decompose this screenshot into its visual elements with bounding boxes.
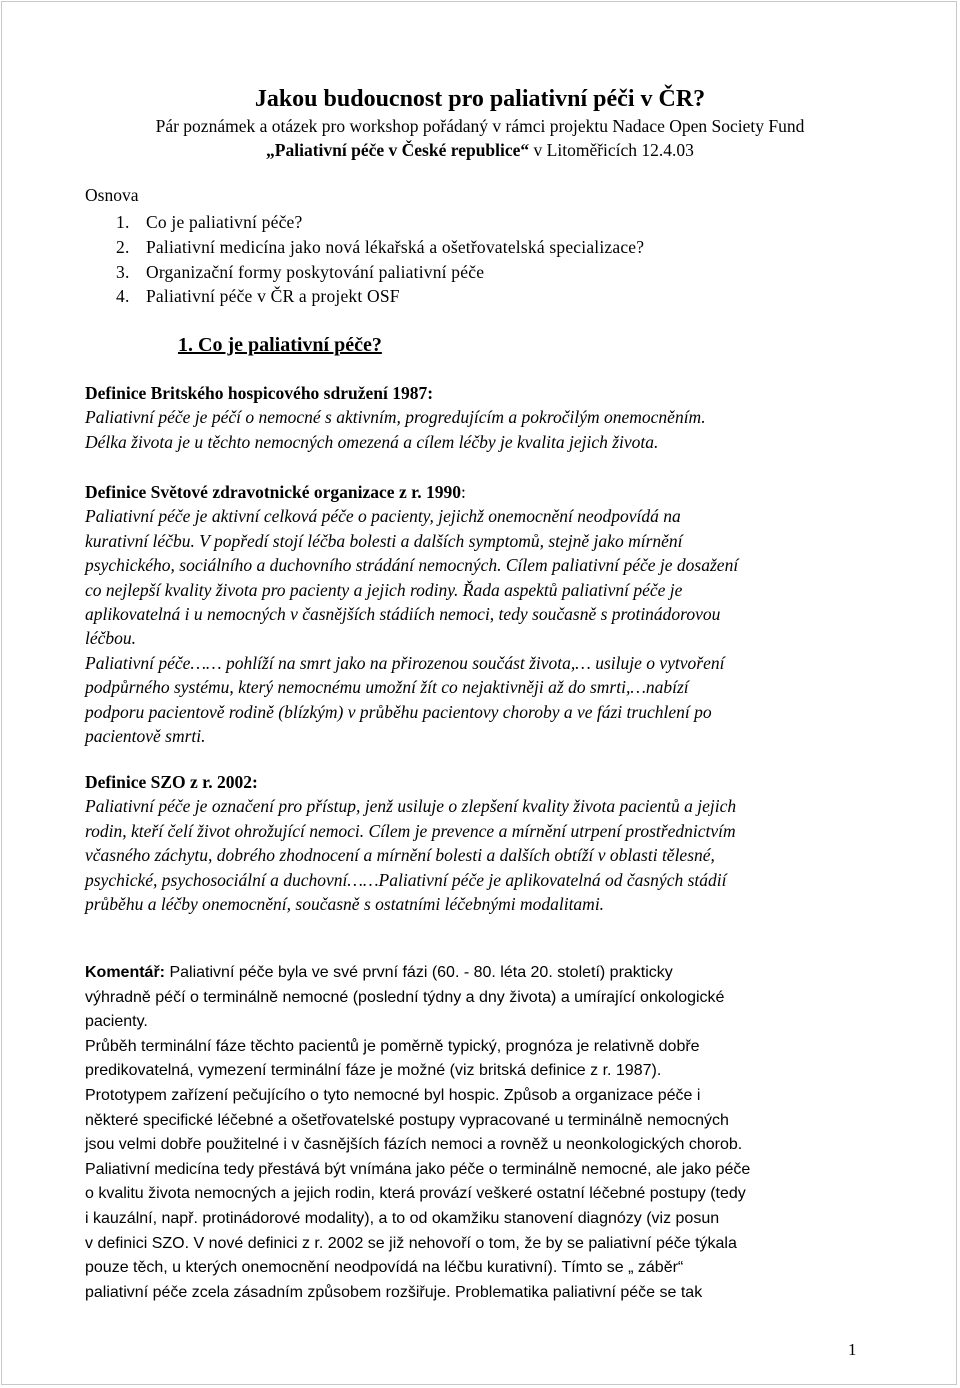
document-header xyxy=(0,84,960,162)
outline-item: 2. Paliativní medicína jako nová lékařská a ošetřovatelská specializace? xyxy=(116,236,645,257)
comment-label: Komentář: xyxy=(85,964,166,981)
comment-line: jsou velmi dobře použitelné i v časnějších fázích nemoci a rovněž u neonkologických chorob. xyxy=(85,1136,743,1154)
definition-1-title: Definice Britského hospicového sdružení 1987: xyxy=(85,383,434,403)
definition-3-line: včasného záchytu, dobrého zhodnocení a mírnění bolesti a dalších obtíží v oblasti tělesné, xyxy=(85,845,715,866)
document-title: Jakou budoucnost pro paliativní péči v ČR? xyxy=(254,86,706,112)
definition-3-line: průběhu a léčby onemocnění, současně s ostatními léčebnými modalitami. xyxy=(85,894,605,915)
comment-line: v definici SZO. V nové definici z r. 2002 se již nehovoří o tom, že by se paliativní péče týkala xyxy=(85,1234,737,1252)
definition-3-line: Paliativní péče je označení pro přístup, jenž usiluje o zlepšení kvality života pacientů a jejich xyxy=(85,796,737,817)
definition-2-title: Definice Světové zdravotnické organizace z r. 1990 xyxy=(85,482,461,502)
outline-item: 1. Co je paliativní péče? xyxy=(116,212,303,232)
definition-2-heading: Definice Světové zdravotnické organizace z r. 1990: xyxy=(85,482,466,502)
outline-title: Osnova xyxy=(85,185,139,205)
section-heading: 1. Co je paliativní péče? xyxy=(178,334,382,356)
comment-line: pouze těch, u kterých onemocnění neodpovídá na léčbu kurativní). Tímto se „ záběr“ xyxy=(85,1259,684,1277)
definition-1 xyxy=(85,381,875,454)
location-date: v Litoměřicích 12.4.03 xyxy=(529,140,694,160)
comment-line: predikovatelná, vymezení terminální fáze je možné (viz britská definice z r. 1987). xyxy=(85,1062,662,1080)
comment-line: i kauzální, např. protinádorové modality), a to od okamžiku stanovení diagnózy (viz posun xyxy=(85,1209,720,1227)
comment-line: pacienty. xyxy=(85,1013,148,1031)
comment-line: výhradně péčí o terminálně nemocné (poslední týdny a dny života) a umírající onkologické xyxy=(85,988,725,1006)
definition-2-line: Paliativní péče…… pohlíží na smrt jako na přirozenou součást života,… usiluje o vytvoření xyxy=(85,652,725,673)
definition-3-line: psychické, psychosociální a duchovní……Paliativní péče je aplikovatelná od časných stádií xyxy=(85,869,727,890)
comment-line: o kvalitu života nemocných a jejich rodin, která provází veškeré ostatní léčebné postupy (tedy xyxy=(85,1185,746,1203)
comment-line: Paliativní medicína tedy přestává být vnímána jako péče o terminálně nemocné, ale jako péče xyxy=(85,1160,751,1178)
definition-1-line: Délka života je u těchto nemocných omezená a cílem léčby je kvalita jejich života. xyxy=(85,431,659,452)
definition-2-line: léčbou. xyxy=(85,628,137,649)
definition-2-line: co nejlepší kvality života pro pacienty a jejich rodiny. Řada aspektů paliativní péče je xyxy=(85,579,683,600)
definition-3 xyxy=(85,770,875,916)
definition-1-line: Paliativní péče je péčí o nemocné s aktivním, progredujícím a pokročilým onemocněním. xyxy=(85,407,706,428)
definition-2-line: psychického, sociálního a duchovního strádání nemocných. Cílem paliativní péče je dosažení xyxy=(85,555,739,576)
outline-list xyxy=(116,210,816,309)
outline-item: 3. Organizační formy poskytování paliativní péče xyxy=(116,261,485,282)
outline-item: 4. Paliativní péče v ČR a projekt OSF xyxy=(116,286,400,307)
comment-line: paliativní péče zcela zásadním způsobem rozšiřuje. Problematika paliativní péče se tak xyxy=(85,1283,703,1301)
project-name: „Paliativní péče v České republice“ xyxy=(266,140,530,160)
definition-2-line: podpůrného systému, který nemocnému umožní žít co nejaktivněji až do smrti,…nabízí xyxy=(85,677,689,698)
definition-2-line: Paliativní péče je aktivní celková péče o pacienty, jejichž onemocnění neodpovídá na xyxy=(85,506,681,527)
document-subtitle-line-1: Pár poznámek a otázek pro workshop pořádaný v rámci projektu Nadace Open Society Fund xyxy=(155,116,805,136)
document-subtitle-line-2 xyxy=(0,138,960,162)
definition-2-line: podporu pacientově rodině (blízkým) v průběhu pacientovy choroby a ve fázi truchlení po xyxy=(85,701,712,722)
definition-2-line: aplikovatelná i u nemocných v časnějších stádiích nemoci, tedy současně s protinádorovou xyxy=(85,604,721,625)
definition-3-line: rodin, kteří čelí život ohrožující nemoci. Cílem je prevence a mírnění utrpení prostřednictvím xyxy=(85,820,736,841)
comment-line: některé specifické léčebné a ošetřovatelské postupy vypracované u terminálně nemocných xyxy=(85,1111,729,1129)
comment-line: Průběh terminální fáze těchto pacientů je poměrně typický, prognóza je relativně dobře xyxy=(85,1037,700,1055)
page-number: 1 xyxy=(848,1340,857,1359)
comment-paragraph xyxy=(85,961,875,1305)
definition-3-title: Definice SZO z r. 2002: xyxy=(85,772,258,792)
comment-line: Prototypem zařízení pečujícího o tyto nemocné byl hospic. Způsob a organizace péče i xyxy=(85,1086,701,1104)
definition-2-line: pacientově smrti. xyxy=(85,726,206,747)
comment-first-line: Komentář: Paliativní péče byla ve své první fázi (60. - 80. léta 20. století) prakticky xyxy=(85,964,673,981)
definition-2 xyxy=(85,480,875,748)
definition-2-line: kurativní léčbu. V popředí stojí léčba bolesti a dalších symptomů, stejně jako mírnění xyxy=(85,530,683,551)
